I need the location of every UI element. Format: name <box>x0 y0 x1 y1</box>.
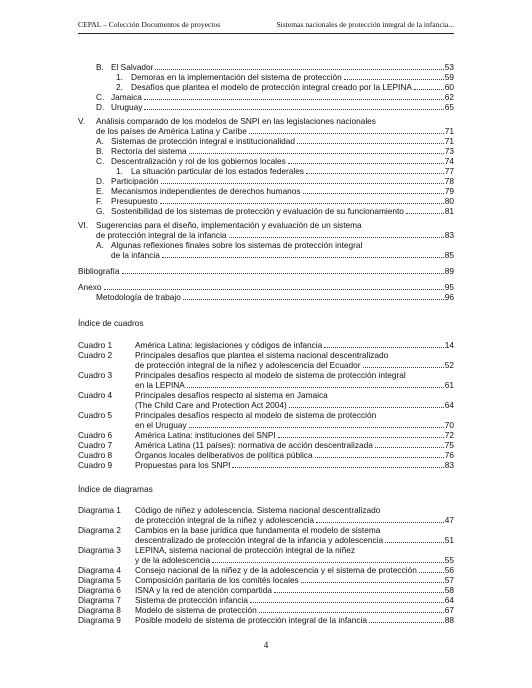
cuadro-title: América Latina: instituciones del SNPI <box>135 430 276 440</box>
diagrama-label: Diagrama 1 <box>78 505 121 515</box>
diagrama-line <box>135 535 454 545</box>
dot-leader <box>289 407 444 408</box>
cuadro-label: Cuadro 8 <box>78 450 113 460</box>
toc-entry-label: V. <box>78 116 86 126</box>
toc-entry-page: 79 <box>444 186 454 196</box>
header-right: Sistemas nacionales de protección integral de la infancia... <box>276 20 454 29</box>
diagrama-line <box>135 575 454 585</box>
dot-leader <box>144 109 443 110</box>
toc-entry-line <box>78 282 454 292</box>
dot-leader <box>229 237 444 238</box>
diagrama-line <box>135 595 454 605</box>
header-left: CEPAL – Colección Documentos de proyectos <box>78 20 221 29</box>
cuadro-line <box>135 380 454 390</box>
cuadro-line <box>135 440 454 450</box>
dot-leader <box>301 582 444 583</box>
toc-entry-label: 2. <box>116 82 123 92</box>
diagrama-title: descentralizado de protección integral de la infancia y adolescencia <box>135 535 384 545</box>
toc-entry-title: Descentralización y rol de los gobiernos locales <box>111 156 286 166</box>
toc-entry-label: C. <box>96 92 105 102</box>
toc-entry-title: Demoras en la implementación del sistema de protección <box>131 72 342 82</box>
diagrama-line <box>135 615 454 625</box>
toc-entry-title: Desafíos que plantea el modelo de protección integral creado por la LEPINA <box>131 82 412 92</box>
diagrama-page: 88 <box>444 615 454 625</box>
diagrama-page: 55 <box>444 555 454 565</box>
diagrama-page: 58 <box>444 585 454 595</box>
cuadro-page: 70 <box>444 420 454 430</box>
cuadro-page: 61 <box>444 380 454 390</box>
toc-entry-line <box>111 186 454 196</box>
dot-leader <box>104 289 444 290</box>
cuadros-heading: Índice de cuadros <box>78 318 144 328</box>
cuadro-label: Cuadro 6 <box>78 430 113 440</box>
toc-entry-page: 81 <box>444 206 454 216</box>
toc-entry-page: 71 <box>444 126 454 136</box>
cuadro-line <box>135 460 454 470</box>
dot-leader <box>375 447 444 448</box>
diagrama-page: 57 <box>444 575 454 585</box>
toc-entry-page: 62 <box>444 92 454 102</box>
dot-leader <box>189 427 444 428</box>
toc-entry-title: de protección integral de la infancia <box>96 230 227 240</box>
toc-entry-label: B. <box>96 62 104 72</box>
dot-leader <box>414 89 444 90</box>
toc-entry-label: 1. <box>116 72 123 82</box>
cuadro-title: Propuestas para los SNPI <box>135 460 231 470</box>
cuadro-label: Cuadro 4 <box>78 390 113 400</box>
cuadro-label: Cuadro 7 <box>78 440 113 450</box>
dot-leader <box>122 273 444 274</box>
cuadro-title: América Latina (11 países): normativa de acción descentralizada <box>135 440 373 450</box>
cuadro-page: 72 <box>444 430 454 440</box>
cuadro-line <box>135 430 454 440</box>
running-header <box>78 20 454 34</box>
toc-entry-page: 85 <box>444 250 454 260</box>
diagrama-title: LEPINA, sistema nacional de protección integral de la niñez <box>135 545 355 555</box>
toc-entry-line <box>111 196 454 206</box>
dot-leader <box>278 437 444 438</box>
diagrama-title: y de la adolescencia <box>135 555 211 565</box>
toc-entry-page: 83 <box>444 230 454 240</box>
cuadro-title: Principales desafíos respecto al modelo de sistema de protección <box>135 410 377 420</box>
toc-entry-page: 73 <box>444 146 454 156</box>
cuadro-title: de protección integral de la niñez y adolescencia del Ecuador <box>135 360 361 370</box>
toc-entry-title: Jamaica <box>111 92 142 102</box>
dot-leader <box>344 79 444 80</box>
diagrama-label: Diagrama 2 <box>78 525 121 535</box>
cuadro-line <box>135 360 454 370</box>
diagrama-page: 64 <box>444 595 454 605</box>
toc-entry-page: 59 <box>444 72 454 82</box>
toc-entry-title: Análisis comparado de los modelos de SNPI en las legislaciones nacionales <box>96 116 376 126</box>
cuadro-line <box>135 420 454 430</box>
toc-entry-line <box>111 206 454 216</box>
toc-entry-page: 65 <box>444 102 454 112</box>
toc-entry-page: 71 <box>444 136 454 146</box>
cuadro-title: Principales desafíos que plantea el sistema nacional descentralizado <box>135 350 389 360</box>
toc-entry-line <box>96 292 454 302</box>
dot-leader <box>315 457 444 458</box>
toc-entry-page: 78 <box>444 176 454 186</box>
toc-entry-line <box>131 166 454 176</box>
cuadro-title: en el Uruguay <box>135 420 187 430</box>
dot-leader <box>250 602 444 603</box>
toc-entry-line <box>111 136 454 146</box>
cuadro-line <box>135 340 454 350</box>
toc-entry-label: A. <box>96 240 104 250</box>
toc-entry-title: Sistemas de protección integral e institucionalidad <box>111 136 296 146</box>
dot-leader <box>232 467 443 468</box>
toc-entry-page: 53 <box>444 62 454 72</box>
dot-leader <box>369 622 444 623</box>
toc-entry-title: Bibliografía <box>78 266 120 276</box>
toc-entry-line <box>96 230 454 240</box>
diagrama-page: 51 <box>444 535 454 545</box>
diagrama-title: Composición paritaria de los comités locales <box>135 575 299 585</box>
dot-leader <box>162 257 444 258</box>
cuadro-title: América Latina: legislaciones y códigos de infancia <box>135 340 323 350</box>
toc-entry-title: Metodología de trabajo <box>96 292 181 302</box>
toc-entry-label: C. <box>96 156 105 166</box>
toc-entry-label: D. <box>96 102 105 112</box>
diagrama-page: 67 <box>444 605 454 615</box>
diagrama-title: Modelo de sistema de protección <box>135 605 257 615</box>
dot-leader <box>249 133 444 134</box>
cuadro-line <box>135 400 454 410</box>
toc-entry-line <box>111 250 454 260</box>
dot-leader <box>406 213 444 214</box>
toc-entry-title: Presupuesto <box>111 196 158 206</box>
diagrama-label: Diagrama 9 <box>78 615 121 625</box>
dot-leader <box>161 183 444 184</box>
toc-entry-title: Participación <box>111 176 159 186</box>
toc-entry-title: de los países de América Latina y Caribe <box>96 126 247 136</box>
diagrama-label: Diagrama 6 <box>78 585 121 595</box>
cuadro-label: Cuadro 9 <box>78 460 113 470</box>
dot-leader <box>160 203 444 204</box>
dot-leader <box>297 143 444 144</box>
dot-leader <box>259 612 444 613</box>
toc-entry-title: Anexo <box>78 282 102 292</box>
diagrama-line <box>135 565 454 575</box>
diagrama-label: Diagrama 7 <box>78 595 121 605</box>
diagrama-line <box>135 515 454 525</box>
toc-entry-line <box>111 156 454 166</box>
cuadro-label: Cuadro 3 <box>78 370 113 380</box>
diagrama-line <box>135 585 454 595</box>
diagrama-title: ISNA y la red de atención compartida <box>135 585 272 595</box>
diagrama-title: Consejo nacional de la niñez y de la adolescencia y el sistema de protección <box>135 565 417 575</box>
cuadro-page: 14 <box>444 340 454 350</box>
cuadro-page: 76 <box>444 450 454 460</box>
diagrama-label: Diagrama 3 <box>78 545 121 555</box>
toc-entry-line <box>111 62 454 72</box>
cuadro-page: 52 <box>444 360 454 370</box>
page-number: 4 <box>263 640 269 650</box>
toc-entry-line <box>78 266 454 276</box>
toc-entry-page: 80 <box>444 196 454 206</box>
toc-entry-title: El Salvador <box>111 62 154 72</box>
toc-entry-page: 60 <box>444 82 454 92</box>
diagrama-title: Posible modelo de sistema de protección integral de la infancia <box>135 615 367 625</box>
dot-leader <box>303 193 444 194</box>
toc-entry-label: B. <box>96 146 104 156</box>
diagrama-title: Cambios en la base jurídica que fundamenta el modelo de sistema <box>135 525 381 535</box>
toc-entry-label: F. <box>96 196 103 206</box>
cuadro-line <box>135 450 454 460</box>
toc-entry-line <box>96 126 454 136</box>
cuadro-title: Principales desafíos respecto al sistema en Jamaica <box>135 390 328 400</box>
dot-leader <box>189 153 444 154</box>
cuadro-title: en la LEPINA <box>135 380 185 390</box>
toc-entry-line <box>131 72 454 82</box>
dot-leader <box>274 592 444 593</box>
toc-entry-line <box>111 176 454 186</box>
toc-entry-page: 95 <box>444 282 454 292</box>
diagrama-title: de protección integral de la niñez y adolescencia <box>135 515 314 525</box>
toc-entry-title: Rectoría del sistema <box>111 146 187 156</box>
diagrama-label: Diagrama 5 <box>78 575 121 585</box>
cuadro-title: (The Child Care and Protection Act 2004) <box>135 400 287 410</box>
dot-leader <box>183 299 444 300</box>
toc-entry-page: 96 <box>444 292 454 302</box>
toc-entry-page: 89 <box>444 266 454 276</box>
toc-entry-title: de la infancia <box>111 250 160 260</box>
dot-leader <box>419 572 444 573</box>
diagrama-page: 47 <box>444 515 454 525</box>
dot-leader <box>187 387 444 388</box>
toc-entry-label: VI. <box>78 220 89 230</box>
toc-entry-title: Sostenibilidad de los sistemas de protección y evaluación de su funcionamiento <box>111 206 404 216</box>
diagramas-heading: Índice de diagramas <box>78 484 153 494</box>
toc-entry-page: 74 <box>444 156 454 166</box>
dot-leader <box>385 542 444 543</box>
toc-entry-title: La situación particular de los estados federales <box>131 166 304 176</box>
cuadro-title: Principales desafíos respecto al modelo de sistema de protección integral <box>135 370 406 380</box>
header-rule <box>78 33 454 34</box>
toc-entry-label: G. <box>96 206 105 216</box>
dot-leader <box>324 347 444 348</box>
diagrama-title: Código de niñez y adolescencia. Sistema nacional descentralizado <box>135 505 381 515</box>
diagrama-title: Sistema de protección infancia <box>135 595 248 605</box>
toc-entry-label: E. <box>96 186 104 196</box>
cuadro-page: 75 <box>444 440 454 450</box>
toc-entry-line <box>111 92 454 102</box>
cuadro-label: Cuadro 2 <box>78 350 113 360</box>
dot-leader <box>155 69 443 70</box>
toc-entry-title: Uruguay <box>111 102 143 112</box>
diagrama-line <box>135 555 454 565</box>
toc-entry-title: Algunas reflexiones finales sobre los sistemas de protección integral <box>111 240 363 250</box>
diagrama-page: 56 <box>444 565 454 575</box>
cuadro-title: Órganos locales deliberativos de política pública <box>135 450 313 460</box>
toc-entry-label: D. <box>96 176 105 186</box>
toc-entry-line <box>131 82 454 92</box>
toc-entry-line <box>111 102 454 112</box>
dot-leader <box>363 367 444 368</box>
cuadro-page: 83 <box>444 460 454 470</box>
diagrama-label: Diagrama 4 <box>78 565 121 575</box>
diagrama-line <box>135 605 454 615</box>
dot-leader <box>212 562 444 563</box>
toc-entry-label: A. <box>96 136 104 146</box>
cuadro-label: Cuadro 1 <box>78 340 113 350</box>
cuadro-label: Cuadro 5 <box>78 410 113 420</box>
dot-leader <box>144 99 444 100</box>
toc-entry-page: 77 <box>444 166 454 176</box>
toc-entry-title: Mecanismos independientes de derechos humanos <box>111 186 301 196</box>
toc-entry-label: 1. <box>116 166 123 176</box>
diagrama-label: Diagrama 8 <box>78 605 121 615</box>
toc-entry-title: Sugerencias para el diseño, implementación y evaluación de un sistema <box>96 220 362 230</box>
dot-leader <box>306 173 444 174</box>
cuadro-page: 64 <box>444 400 454 410</box>
toc-entry-line <box>111 146 454 156</box>
dot-leader <box>288 163 444 164</box>
dot-leader <box>316 522 444 523</box>
